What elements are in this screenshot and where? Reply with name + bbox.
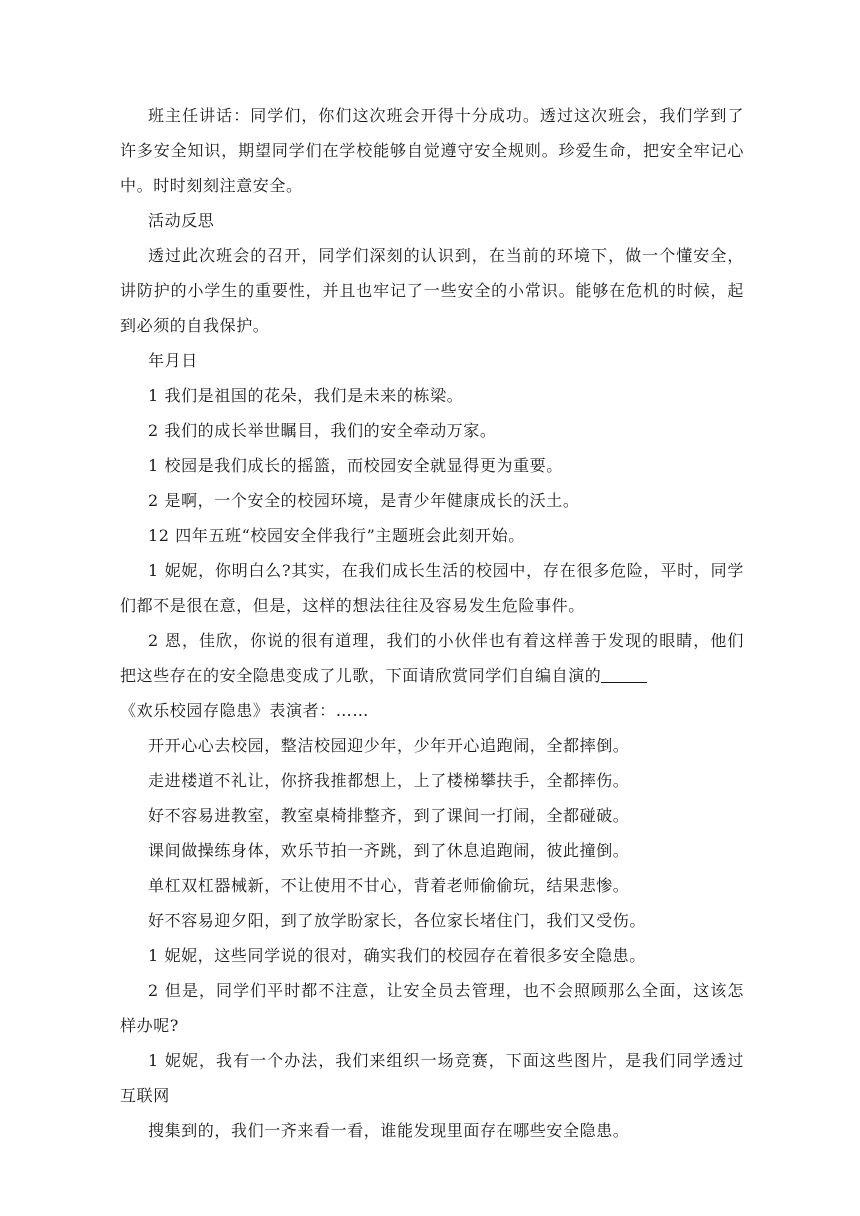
dialogue-line: 1 我们是祖国的花朵，我们是未来的栋梁。 [148, 386, 464, 405]
performance-title: 《欢乐校园存隐患》表演者：…… [120, 701, 370, 720]
verse-line: 走进楼道不礼让，你挤我推都想上，上了楼梯攀扶手，全都摔伤。 [148, 771, 630, 790]
dialogue-line: 1 妮妮，我有一个办法，我们来组织一场竞赛，下面这些图片，是我们同学透过互联网 [120, 1051, 744, 1105]
dialogue-line: 1 校园是我们成长的摇篮，而校园安全就显得更为重要。 [148, 456, 563, 475]
dialogue-line: 2 但是，同学们平时都不注意，让安全员去管理，也不会照顾那么全面，这该怎样办呢? [120, 981, 744, 1035]
paragraph-teacher-speech: 班主任讲话：同学们，你们这次班会开得十分成功。透过这次班会，我们学到了许多安全知识，期望同学们在学校能够自觉遵守安全规则。珍爱生命，把安全牢记心中。时时刻刻注意安全。 [120, 106, 744, 195]
verse-line: 好不容易进教室，教室桌椅排整齐，到了课间一打闹，全都碰破。 [148, 806, 630, 825]
paragraph-reflection: 透过此次班会的召开，同学们深刻的认识到，在当前的环境下，做一个懂安全，讲防护的小学生的重要性，并且也牢记了一些安全的小常识。能够在危机的时候，起到必须的自我保护。 [120, 246, 744, 335]
dialogue-line: 2 是啊，一个安全的校园环境，是青少年健康成长的沃土。 [148, 491, 580, 510]
dialogue-line-text: 2 恩，佳欣，你说的很有道理，我们的小伙伴也有着这样善于发现的眼睛，他们把这些存在的安全隐患变成了儿歌，下面请欣赏同学们自编自演的 [120, 631, 744, 685]
heading-activity-reflection: 活动反思 [148, 211, 215, 230]
document-body [120, 98, 744, 1148]
fill-blank-line [601, 664, 647, 683]
dialogue-line: 1 妮妮，你明白么?其实，在我们成长生活的校园中，存在很多危险，平时，同学们都不是很在意，但是，这样的想法往往及容易发生危险事件。 [120, 561, 744, 615]
dialogue-line: 2 我们的成长举世瞩目，我们的安全牵动万家。 [148, 421, 497, 440]
dialogue-line: 1 妮妮，这些同学说的很对，确实我们的校园存在着很多安全隐患。 [148, 946, 646, 965]
verse-line: 好不容易迎夕阳，到了放学盼家长，各位家长堵住门，我们又受伤。 [148, 911, 647, 930]
paragraph-date: 年月日 [148, 351, 198, 370]
verse-line: 单杠双杠器械新，不让使用不甘心，背着老师偷偷玩，结果悲惨。 [148, 876, 630, 895]
dialogue-line: 12 四年五班“校园安全伴我行”主题班会此刻开始。 [148, 526, 525, 545]
verse-line: 课间做操练身体，欢乐节拍一齐跳，到了休息追跑闹，彼此撞倒。 [148, 841, 630, 860]
dialogue-line: 搜集到的，我们一齐来看一看，谁能发现里面存在哪些安全隐患。 [148, 1121, 630, 1140]
verse-line: 开开心心去校园，整洁校园迎少年，少年开心追跑闹，全都摔倒。 [148, 736, 630, 755]
dialogue-line-with-blank [120, 623, 744, 693]
